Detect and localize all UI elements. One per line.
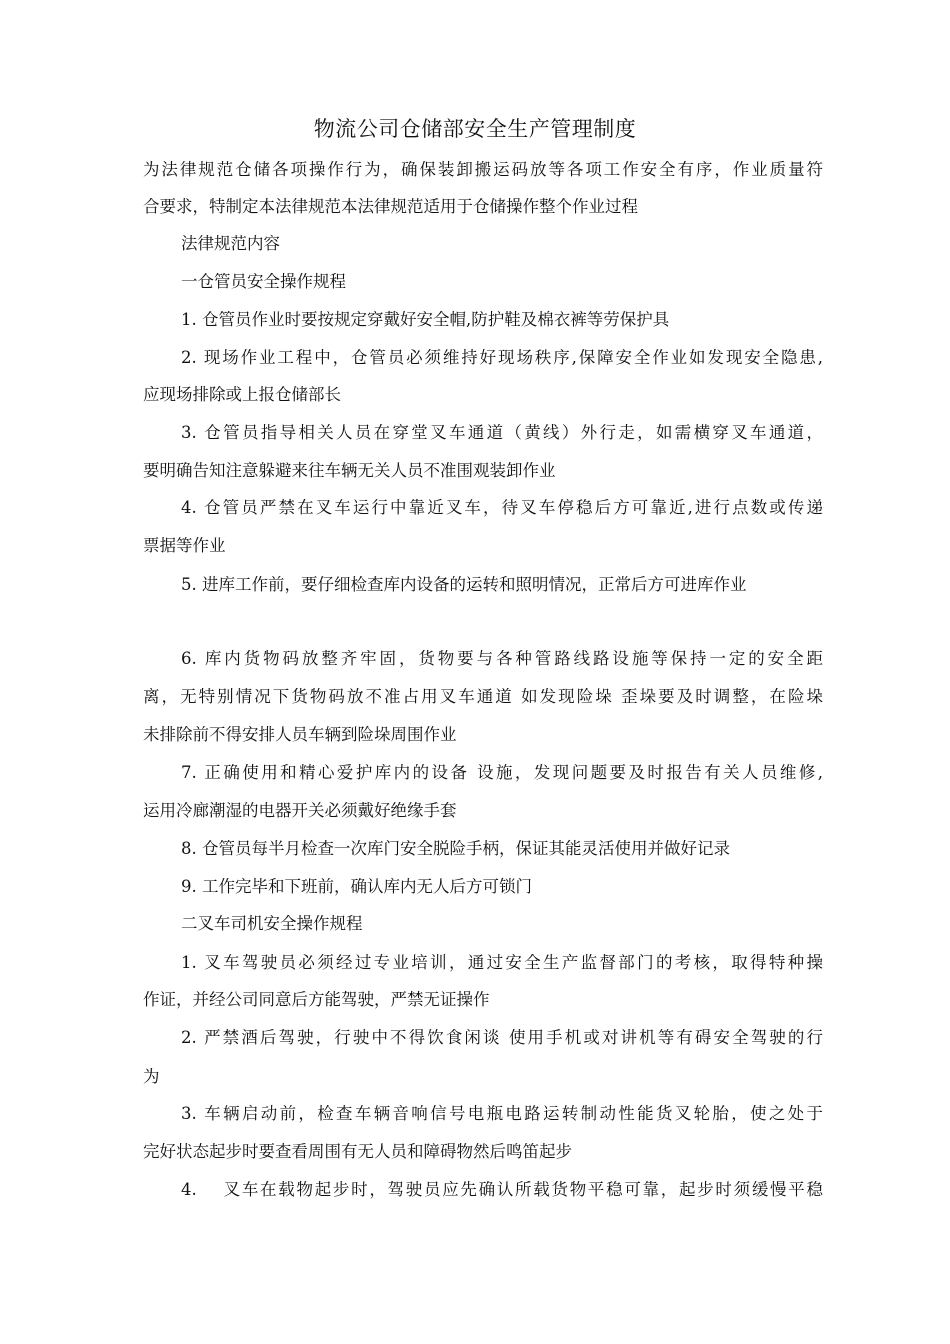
paragraph-line: 运用冷廊潮湿的电器开关必须戴好绝缘手套 [143,801,457,820]
paragraph-line: 7. 正确使用和精心爱护库内的设备 设施，发现问题要及时报告有关人员维修, [181,763,823,782]
paragraph-line: 8. 仓管员每半月检查一次库门安全脱险手柄，保证其能灵活使用并做好记录 [181,839,730,858]
section-heading: 法律规范内容 [181,234,280,253]
paragraph-line: 4. 仓管员严禁在叉车运行中靠近叉车，待叉车停稳后方可靠近,进行点数或传递 [181,498,823,517]
paragraph-line: 3. 仓管员指导相关人员在穿堂叉车通道（黄线）外行走，如需横穿叉车通道， [181,423,823,442]
paragraph-line: 为 [143,1067,160,1086]
paragraph-line: 1. 仓管员作业时要按规定穿戴好安全帽,防护鞋及棉衣裤等劳保护具 [181,310,670,329]
paragraph-line: 离，无特别情况下货物码放不准占用叉车通道 如发现险垛 歪垛要及时调整，在险垛 [143,687,823,706]
paragraph-line: 未排除前不得安排人员车辆到险垛周围作业 [143,725,457,744]
paragraph-line: 作证，并经公司同意后方能驾驶，严禁无证操作 [143,990,490,1009]
section-heading: 二叉车司机安全操作规程 [181,914,363,933]
paragraph-line: 2. 现场作业工程中，仓管员必须维持好现场秩序,保障安全作业如发现安全隐患, [181,348,823,367]
paragraph-line: 2. 严禁酒后驾驶，行驶中不得饮食闲谈 使用手机或对讲机等有碍安全驾驶的行 [181,1028,823,1047]
paragraph-line: 4. 叉车在载物起步时，驾驶员应先确认所载货物平稳可靠，起步时须缓慢平稳 [181,1180,823,1199]
paragraph-line: 5. 进库工作前，要仔细检查库内设备的运转和照明情况，正常后方可进库作业 [181,575,747,594]
document-title: 物流公司仓储部安全生产管理制度 [313,117,637,141]
paragraph-line: 应现场排除或上报仓储部长 [143,385,341,404]
paragraph-line: 票据等作业 [143,536,226,555]
section-heading: 一仓管员安全操作规程 [181,272,346,291]
paragraph-line: 合要求，特制定本法律规范本法律规范适用于仓储操作整个作业过程 [143,197,638,216]
paragraph-line: 3. 车辆启动前，检查车辆音响信号电瓶电路运转制动性能货叉轮胎，使之处于 [181,1104,823,1123]
paragraph-line: 1. 叉车驾驶员必须经过专业培训，通过安全生产监督部门的考核，取得特种操 [181,953,823,972]
paragraph-line: 9. 工作完毕和下班前，确认库内无人后方可锁门 [181,877,532,896]
paragraph-line: 完好状态起步时要查看周围有无人员和障碍物然后鸣笛起步 [143,1142,572,1161]
paragraph-line: 为法律规范仓储各项操作行为，确保装卸搬运码放等各项工作安全有序，作业质量符 [143,160,823,179]
paragraph-line: 6. 库内货物码放整齐牢固，货物要与各种管路线路设施等保持一定的安全距 [181,649,823,668]
paragraph-line: 要明确告知注意躲避来往车辆无关人员不准围观装卸作业 [143,461,556,480]
